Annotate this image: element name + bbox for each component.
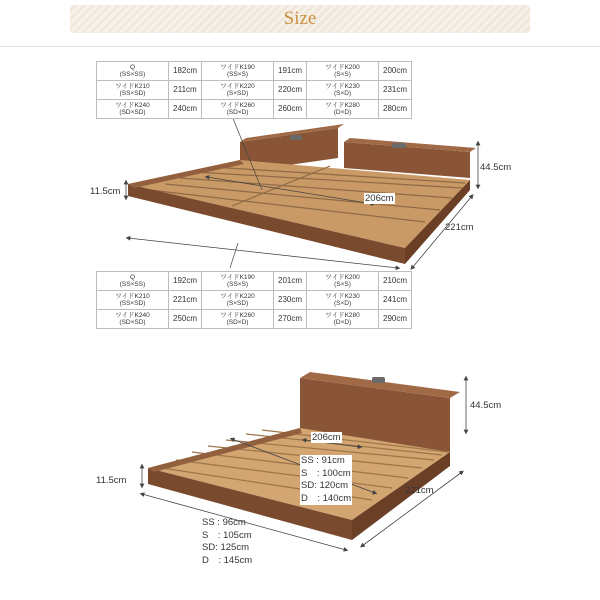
size-name-cell [307,310,379,329]
top-height-label: 44.5cm [480,162,512,173]
size-name: ワイドK210 [115,83,150,90]
size-name-cell [202,81,274,100]
width-ss: SS : 96cm [202,517,246,528]
size-name-cell [202,100,274,119]
size-name: ワイドK210 [115,293,150,300]
top-bed-drawing [126,116,478,268]
size-value: 200cm [379,62,412,81]
size-value: 210cm [379,272,412,291]
size-name-cell [307,100,379,119]
size-value: 182cm [169,62,202,81]
outer-width-list [202,517,252,567]
bottom-height-label: 44.5cm [470,400,502,411]
size-combo: (SS×SD) [119,90,146,97]
size-name-cell [202,310,274,329]
size-name-cell [97,310,169,329]
size-value: 220cm [274,81,307,100]
size-name-cell [202,62,274,81]
size-combo: (S×S) [334,71,351,78]
size-value: 211cm [169,81,202,100]
size-value: 192cm [169,272,202,291]
inner-width-s: S : 100cm [301,467,351,479]
size-name: ワイドK230 [325,83,360,90]
size-combo: (D×D) [333,319,352,326]
size-value: 260cm [274,100,307,119]
bottom-inner-length-label: 206cm [312,432,341,443]
inner-width-list [300,455,352,505]
size-combo: (SS×S) [226,71,249,78]
size-value: 240cm [169,100,202,119]
size-combo: (D×D) [333,109,352,116]
size-combo: (SD×SD) [119,319,146,326]
size-combo: (SD×D) [226,319,249,326]
top-frame-height-label: 11.5cm [90,186,121,197]
size-value: 230cm [274,291,307,310]
size-value: 250cm [169,310,202,329]
size-value: 201cm [274,272,307,291]
width-s: S : 105cm [202,529,252,541]
size-row [97,100,412,119]
top-length-label: 221cm [445,222,474,233]
size-combo: (S×SD) [226,300,249,307]
size-value: 221cm [169,291,202,310]
size-combo: (S×D) [333,90,352,97]
size-value: 231cm [379,81,412,100]
size-name-cell [97,291,169,310]
size-row [97,62,412,81]
size-name: ワイドK260 [220,102,255,109]
size-value: 280cm [379,100,412,119]
size-row [97,272,412,291]
size-name-cell [307,272,379,291]
size-name-cell [97,100,169,119]
size-row [97,81,412,100]
size-name-cell [307,62,379,81]
size-value: 241cm [379,291,412,310]
size-name: Q [129,274,136,281]
size-combo: (S×D) [333,300,352,307]
size-combo: (SS×SS) [119,71,146,78]
size-table-2 [96,271,412,329]
size-row [97,291,412,310]
inner-width-sd: SD: 120cm [301,480,348,491]
size-name: ワイドK190 [220,64,255,71]
bottom-frame-height-label: 11.5cm [96,475,127,486]
size-name-cell [202,272,274,291]
size-name: ワイドK240 [115,312,150,319]
inner-width-ss: SS : 91cm [301,455,345,466]
size-value: 191cm [274,62,307,81]
size-name-cell [307,81,379,100]
size-name-cell [97,62,169,81]
size-name-cell [307,291,379,310]
size-value: 270cm [274,310,307,329]
width-sd: SD: 125cm [202,542,249,553]
width-d: D : 145cm [202,554,253,566]
bottom-length-label: 221cm [405,485,434,496]
size-name: ワイドK280 [325,102,360,109]
size-row [97,310,412,329]
size-name: Q [129,64,136,71]
size-combo: (S×S) [334,281,351,288]
page-title: Size [283,8,317,29]
size-name: ワイドK200 [325,274,360,281]
size-combo: (SD×SD) [119,109,146,116]
size-name-cell [97,272,169,291]
size-name: ワイドK230 [325,293,360,300]
size-combo: (SS×S) [226,281,249,288]
size-combo: (SS×SD) [119,300,146,307]
size-value: 290cm [379,310,412,329]
size-name: ワイドK190 [220,274,255,281]
size-name: ワイドK280 [325,312,360,319]
size-combo: (SD×D) [226,109,249,116]
size-combo: (SS×SS) [119,281,146,288]
size-combo: (S×SD) [226,90,249,97]
size-name: ワイドK240 [115,102,150,109]
size-name: ワイドK260 [220,312,255,319]
size-name-cell [202,291,274,310]
size-name: ワイドK200 [325,64,360,71]
top-inner-length-label: 206cm [365,193,394,204]
size-name: ワイドK220 [220,83,255,90]
size-name-cell [97,81,169,100]
inner-width-d: D : 140cm [301,492,352,504]
size-name: ワイドK220 [220,293,255,300]
size-table-1 [96,61,412,119]
